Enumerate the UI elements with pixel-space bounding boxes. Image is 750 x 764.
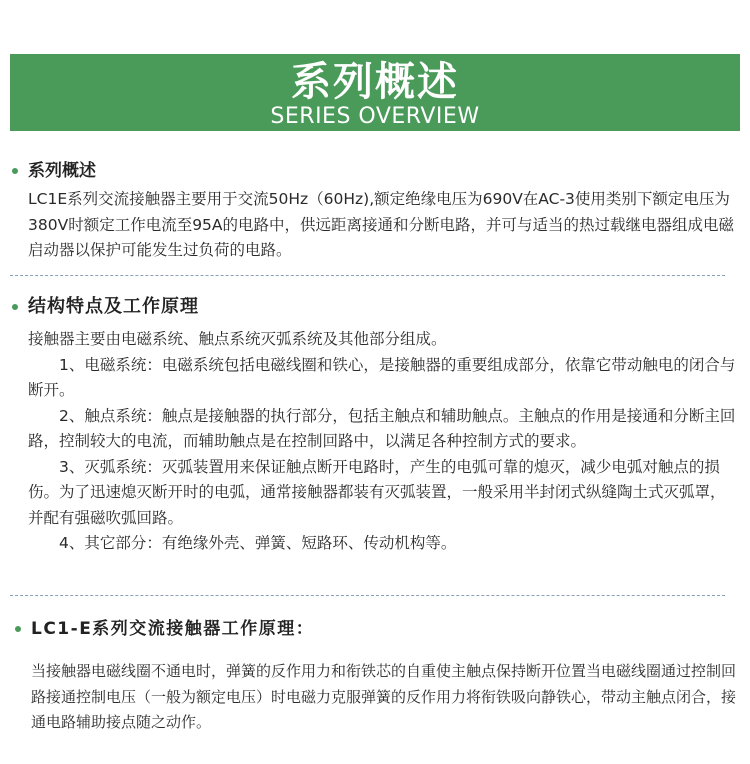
section-structure <box>28 295 736 557</box>
overview-text: LC1E系列交流接触器主要用于交流50Hz（60Hz),额定绝缘电压为690V在AC-3使用类别下额定电压为380V时额定工作电流至95A的电路中，供远距离接通和分断电路，并可与适当的热过载继电器组成电磁启动器以保护可能发生过负荷的电路。 <box>28 190 735 259</box>
section-heading-text: 系列概述 <box>28 161 96 181</box>
divider <box>10 595 725 596</box>
section-heading-text: LC1-E系列交流接触器工作原理： <box>31 619 315 639</box>
header-banner <box>10 54 740 131</box>
bullet-icon <box>15 626 21 632</box>
structure-item: 3、灭弧系统：灭弧装置用来保证触点断开电路时，产生的电弧可靠的熄灭，减少电弧对触点的损伤。为了迅速熄灭断开时的电弧，通常接触器都装有灭弧装置，一般采用半封闭式纵缝陶土式灭弧罩，并配有强磁吹弧回路。 <box>28 457 726 527</box>
bullet-icon <box>12 168 18 174</box>
section-principle <box>31 617 739 736</box>
banner-title: 系列概述 <box>291 59 459 105</box>
structure-intro: 接触器主要由电磁系统、触点系统灭弧系统及其他部分组成。 <box>28 330 447 348</box>
structure-item: 4、其它部分：有绝缘外壳、弹簧、短路环、传动机构等。 <box>59 534 457 552</box>
divider <box>10 275 725 276</box>
bullet-icon <box>12 304 18 310</box>
section-heading-text: 结构特点及工作原理 <box>28 296 199 317</box>
structure-item: 2、触点系统：触点是接触器的执行部分，包括主触点和辅助触点。主触点的作用是接通和分断主回路，控制较大的电流，而辅助触点是在控制回路中，以满足各种控制方式的要求。 <box>28 406 736 450</box>
section-heading <box>31 617 739 641</box>
structure-item: 1、电磁系统：电磁系统包括电磁线圈和铁心，是接触器的重要组成部分，依靠它带动触电的闭合与断开。 <box>28 355 736 399</box>
section-heading <box>28 159 736 183</box>
section-heading <box>28 295 736 319</box>
section-overview <box>28 159 736 264</box>
principle-text: 当接触器电磁线圈不通电时，弹簧的反作用力和衔铁芯的自重使主触点保持断开位置当电磁线圈通过控制回路接通控制电压（一般为额定电压）时电磁力克服弹簧的反作用力将衔铁吸向静铁心，带动主触点闭合，接通电路辅助接点随之动作。 <box>31 662 737 731</box>
banner-subtitle: SERIES OVERVIEW <box>270 104 480 129</box>
